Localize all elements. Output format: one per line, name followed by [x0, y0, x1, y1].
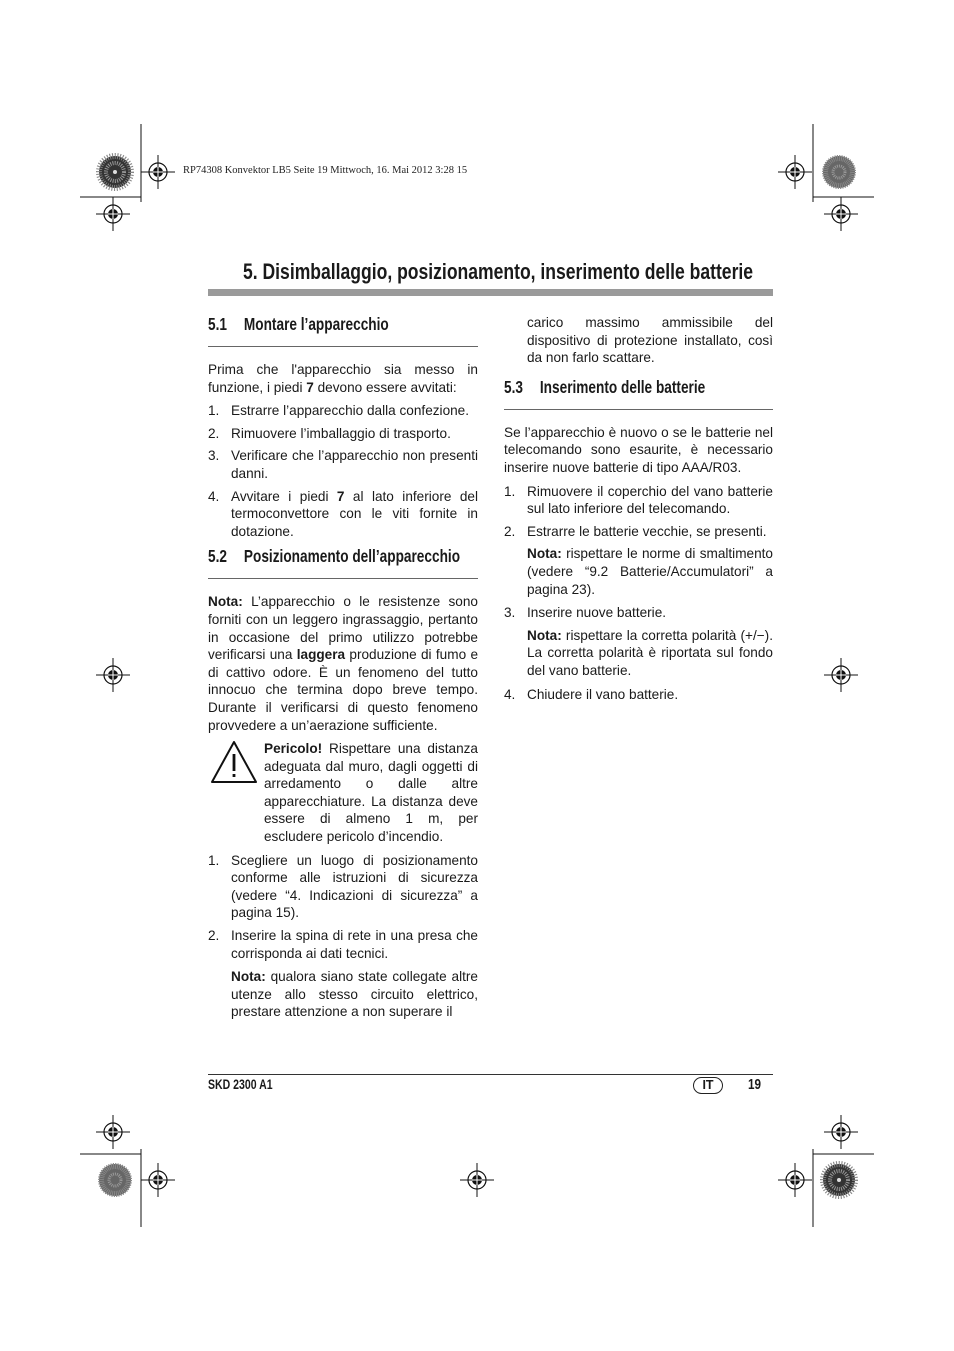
list-item: 3. Verificare che l’apparecchio non presenti danni.	[208, 448, 478, 481]
language-badge: IT	[693, 1077, 723, 1094]
left-column	[208, 314, 478, 1027]
list-item: 4. Avvitare i piedi 7 al lato inferiore del termoconvettore con le viti fornite in dotazione.	[208, 488, 478, 539]
section-5-2-note: Nota: L’apparecchio o le resistenze sono forniti con un leggero ingrassaggio, pertanto in occasione del primo utilizzo potrebbe verificarsi una laggera produzione di fumo e di cattivo odore. È un fenomeno del tutto innocuo che termina dopo breve tempo. Durante il verificarsi di questo fenomeno provvedere a un’aerazione sufficiente.	[208, 594, 479, 733]
footer-model: SKD 2300 A1	[208, 1077, 273, 1092]
list-item: 4. Chiudere il vano batterie.	[504, 686, 679, 702]
list-item: 3. Inserire nuove batterie.	[504, 605, 667, 621]
title-rule	[208, 289, 773, 296]
footer-rule	[208, 1074, 773, 1075]
list-item: 1. Scegliere un luogo di posizionamento conforme alle istruzioni di sicurezza (vedere “4. Indicazioni di sicurezza” a pagina 15).	[208, 852, 478, 921]
section-5-1-heading: 5.1 Montare l’apparecchio	[208, 314, 478, 347]
section-5-3-intro: Se l’apparecchio è nuovo o se le batterie nel telecomando sono esaurite, è necessario inserire nuove batterie di tipo AAA/R03.	[504, 424, 773, 475]
page-number: 19	[748, 1076, 762, 1093]
section-5-1-intro: Prima che l'apparecchio sia messo in funzione, i piedi 7 devono essere avvitati:	[208, 362, 478, 395]
section-5-3-heading: 5.3 Inserimento delle batterie	[504, 377, 773, 410]
section-5-1-list	[208, 402, 478, 540]
section-5-2-heading: 5.2 Posizionamento dell’apparecchio	[208, 546, 478, 579]
warning-icon	[210, 740, 258, 784]
section-5-2-note-2: Nota: qualora siano state collegate altre utenze allo stesso circuito elettrico, prestare attenzione a non superare il	[231, 969, 478, 1020]
warning-block: Pericolo! Rispettare una distanza adeguata dal muro, dagli oggetti di arredamento o dalle altre apparecchiature. La distanza deve essere di almeno 1 m, per escludere pericolo d’incendio.	[208, 740, 478, 846]
list-item: 1. Estrarre l’apparecchio dalla confezione.	[208, 403, 470, 419]
section-5-2-note-2-continued: carico massimo ammissibile del dispositivo di protezione installato, così da non farlo scattare.	[527, 315, 773, 366]
list-item: 2. Rimuovere l’imballaggio di trasporto.	[208, 425, 451, 441]
list-item: 2. Inserire la spina di rete in una presa che corrisponda ai dati tecnici.	[208, 928, 478, 961]
print-header: RP74308 Konvektor LB5 Seite 19 Mittwoch, 16. Mai 2012 3:28 15	[183, 165, 468, 176]
right-column	[504, 314, 773, 708]
disposal-note: Nota: rispettare le norme di smaltimento (vedere “9.2 Batterie/Accumulatori” a pagina 23).	[527, 546, 773, 597]
polarity-note: Nota: rispettare la corretta polarità (+/−). La corretta polarità è riportata sul fondo del vano batterie.	[527, 627, 773, 678]
list-item: 1. Rimuovere il coperchio del vano batterie sul lato inferiore del telecomando.	[504, 483, 773, 517]
section-5-2-list	[208, 852, 478, 963]
page-title: 5. Disimballaggio, posizionamento, inserimento delle batterie	[243, 259, 754, 284]
list-item: 2. Estrarre le batterie vecchie, se presenti.	[504, 523, 767, 539]
